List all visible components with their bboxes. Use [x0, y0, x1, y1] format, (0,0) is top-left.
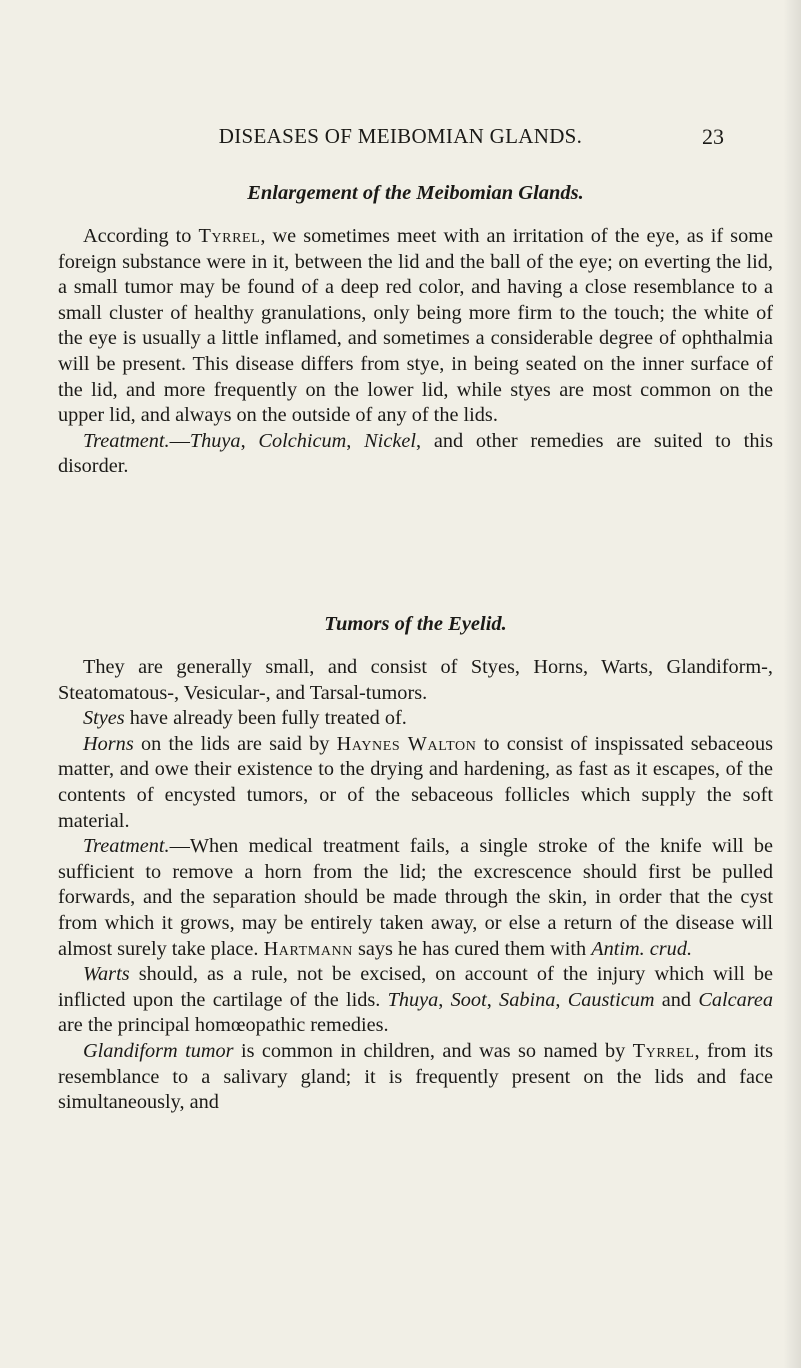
page-number: 23 [702, 124, 724, 149]
treatment-label: Treatment. [83, 835, 170, 858]
treatment-label: Treatment. [83, 429, 170, 452]
remedy-name: Thuya [387, 988, 439, 1011]
paragraph-tumors-intro: They are generally small, and consist of Styes, Horns, Warts, Glandiform-, Steatomatous-, Vesicular-, and Tarsal-tumors. [58, 656, 773, 704]
term-warts: Warts [83, 963, 130, 986]
remedy-name: Sabina [499, 988, 556, 1011]
paragraph-treatment-horns [58, 834, 773, 962]
remedy-name: Causticum [567, 988, 655, 1011]
term-glandiform: Glandiform tumor [83, 1039, 234, 1062]
text-run: and [654, 988, 699, 1011]
running-title: DISEASES OF MEIBOMIAN GLANDS. [218, 124, 583, 148]
paragraph-styes [58, 706, 773, 732]
text-run: , from its resemblance to a salivary gland; it is frequently present on the lids and face simultaneously, and [58, 1039, 774, 1114]
author-name: Tyrrel [632, 1039, 695, 1062]
text-run: on the lids are said by [133, 732, 337, 755]
term-horns: Horns [83, 732, 134, 755]
separator: , [486, 988, 500, 1011]
em-dash: — [169, 835, 190, 858]
section-heading-enlargement: Enlargement of the Meibomian Glands. [247, 182, 584, 204]
section-body-tumors [58, 655, 773, 1116]
text-run: are the principal homœopathic remedies. [58, 1014, 389, 1037]
running-head [0, 124, 801, 154]
remedy-name: Nickel [364, 429, 416, 452]
text-run: is common in children, and was so named by [233, 1039, 633, 1062]
remedy-name: Calcarea [698, 988, 774, 1011]
page-edge-shadow [783, 0, 801, 1368]
text-run: , we sometimes meet with an irritation of the eye, as if some foreign substance were in it, between the lid and the ball of the eye; on everting the lid, a small tumor may be found of a deep red color, and having a close resemblance to a small cluster of healthy granulations, only being more firm to the touch; the white of the eye is usually a little inflamed, and sometimes a considerable degree of ophthalmia will be present. This disease differs from stye, in being seated on the inner surface of the lid, and more frequently on the lower lid, while styes are most common on the upper lid, and always on the outside of any of the lids. [58, 225, 773, 427]
text-run: , and other remedies are suited to this disorder. [58, 429, 773, 478]
text-run: should, as a rule, not be excised, on account of the injury which will be inflicted upon the cartilage of the lids. [58, 963, 773, 1011]
separator: , [346, 429, 365, 452]
section-body-enlargement [58, 224, 773, 480]
remedy-name: Soot [450, 988, 487, 1011]
text-run: When medical treatment fails, a single stroke of the knife will be sufficient to remove a horn from the lid; the excrescence should first be pulled forwards, and the separation should be made through the skin, in order that the cyst from which it grows, may be entirely taken away, or else a return of the disease will almost surely take place. [58, 835, 773, 960]
remedy-name: Thuya [189, 429, 241, 452]
separator: , [555, 988, 568, 1011]
section-heading-tumors: Tumors of the Eyelid. [324, 613, 507, 635]
paragraph-warts [58, 962, 773, 1039]
text-run: According to [83, 225, 199, 247]
remedy-name: Antim. crud. [591, 937, 693, 960]
paragraph-treatment-meibomian [58, 429, 773, 480]
paragraph-horns [58, 732, 773, 834]
em-dash: — [169, 429, 190, 452]
separator: , [438, 988, 451, 1011]
separator: , [240, 429, 259, 452]
author-name: Tyrrel [198, 225, 261, 247]
author-name: Hartmann [263, 937, 353, 960]
text-run: have already been fully treated of. [124, 707, 407, 730]
author-name: Haynes Walton [336, 732, 477, 755]
remedy-name: Colchicum [258, 429, 347, 452]
paragraph-glandiform [58, 1039, 773, 1116]
term-styes: Styes [83, 707, 125, 730]
text-run: says he has cured them with [352, 937, 592, 960]
paragraph-tyrrel-irritation [58, 224, 773, 429]
text-run: to consist of inspissated sebaceous matter, and owe their existence to the drying and hardening, as fast as it escapes, of the contents of encysted tumors, or of the sebaceous follicles which supply the soft material. [58, 732, 773, 832]
